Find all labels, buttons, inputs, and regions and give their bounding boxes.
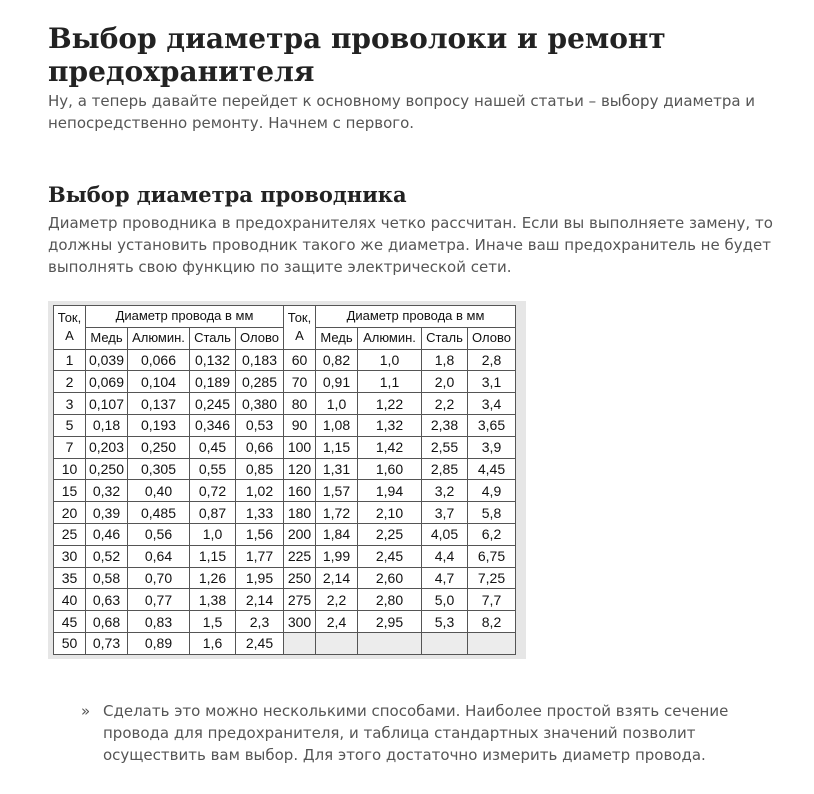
table-cell: 2,80 [358,589,422,611]
table-cell: 0,58 [86,567,128,589]
wire-table-body [54,349,516,654]
table-cell: 5 [54,414,86,436]
table-cell: 2,10 [358,502,422,524]
table-cell: 1,57 [316,480,358,502]
table-cell: 0,380 [236,393,284,415]
table-cell: 200 [284,523,316,545]
table-cell: 2,3 [236,611,284,633]
table-cell: 2 [54,371,86,393]
table-cell: 300 [284,611,316,633]
table-cell: 1,56 [236,523,284,545]
table-cell: 5,0 [422,589,468,611]
table-cell: 0,73 [86,632,128,654]
table-cell [316,632,358,654]
table-cell: 0,346 [190,414,236,436]
table-cell: 2,85 [422,458,468,480]
table-cell: 1,95 [236,567,284,589]
table-cell: 0,77 [128,589,190,611]
table-cell: 3,9 [468,436,516,458]
table-cell: 30 [54,545,86,567]
col-header-copper: Медь [316,327,358,349]
table-cell: 0,66 [236,436,284,458]
table-cell: 0,40 [128,480,190,502]
table-cell: 1,33 [236,502,284,524]
bullet-marker: » [81,702,91,720]
table-cell: 2,14 [316,567,358,589]
table-cell: 4,05 [422,523,468,545]
table-cell: 1,02 [236,480,284,502]
table-cell: 0,250 [128,436,190,458]
table-cell: 1 [54,349,86,371]
table-row [54,567,516,589]
table-cell: 2,60 [358,567,422,589]
table-cell: 1,0 [190,523,236,545]
table-cell: 0,89 [128,632,190,654]
table-cell: 5,8 [468,502,516,524]
table-cell: 1,60 [358,458,422,480]
table-cell: 0,245 [190,393,236,415]
table-cell: 2,25 [358,523,422,545]
table-cell [468,632,516,654]
table-cell: 4,45 [468,458,516,480]
table-cell: 2,14 [236,589,284,611]
table-cell: 7 [54,436,86,458]
table-cell: 4,9 [468,480,516,502]
table-cell: 90 [284,414,316,436]
table-cell: 0,285 [236,371,284,393]
table-cell: 0,069 [86,371,128,393]
table-cell: 10 [54,458,86,480]
col-header-copper: Медь [86,327,128,349]
table-cell: 0,82 [316,349,358,371]
table-cell: 50 [54,632,86,654]
wire-diameter-table [53,305,516,655]
table-cell: 2,45 [236,632,284,654]
table-cell: 1,08 [316,414,358,436]
table-cell: 6,75 [468,545,516,567]
table-cell: 1,1 [358,371,422,393]
table-cell: 0,203 [86,436,128,458]
table-cell: 0,63 [86,589,128,611]
col-header-steel: Сталь [190,327,236,349]
table-cell: 45 [54,611,86,633]
table-cell: 0,18 [86,414,128,436]
table-row [54,502,516,524]
table-cell: 35 [54,567,86,589]
table-row [54,371,516,393]
table-cell: 70 [284,371,316,393]
current-header-left: Ток, А [54,306,86,350]
table-cell: 0,183 [236,349,284,371]
table-cell: 1,94 [358,480,422,502]
table-cell: 180 [284,502,316,524]
bullet-item [48,700,781,766]
table-cell: 2,45 [358,545,422,567]
table-cell: 0,55 [190,458,236,480]
table-row [54,436,516,458]
table-row [54,611,516,633]
table-cell: 7,7 [468,589,516,611]
table-cell: 3,65 [468,414,516,436]
table-cell [284,632,316,654]
table-cell: 1,22 [358,393,422,415]
table-cell: 1,0 [316,393,358,415]
table-cell [358,632,422,654]
table-cell: 1,6 [190,632,236,654]
table-cell: 0,52 [86,545,128,567]
table-cell: 0,193 [128,414,190,436]
col-header-aluminum: Алюмин. [358,327,422,349]
table-cell: 1,38 [190,589,236,611]
table-cell: 80 [284,393,316,415]
table-cell: 0,70 [128,567,190,589]
table-cell: 0,83 [128,611,190,633]
table-cell: 0,46 [86,523,128,545]
table-cell: 1,5 [190,611,236,633]
table-cell: 250 [284,567,316,589]
section-title: Выбор диаметра проводника [48,182,407,207]
col-header-tin: Олово [236,327,284,349]
table-cell: 0,066 [128,349,190,371]
table-cell: 5,3 [422,611,468,633]
table-cell: 1,77 [236,545,284,567]
table-cell: 3 [54,393,86,415]
table-cell: 2,55 [422,436,468,458]
table-row [54,349,516,371]
table-cell: 100 [284,436,316,458]
table-cell: 0,305 [128,458,190,480]
group-header-right: Диаметр провода в мм [316,306,516,328]
table-cell: 3,2 [422,480,468,502]
table-cell: 0,32 [86,480,128,502]
table-row [54,523,516,545]
table-cell: 2,8 [468,349,516,371]
table-cell: 0,45 [190,436,236,458]
section-paragraph: Диаметр проводника в предохранителях четко рассчитан. Если вы выполняете замену, то должны установить проводник такого же диаметра. Иначе ваш предохранитель не будет выполнять свою функцию по защите электрической сети. [48,214,773,276]
table-cell: 0,72 [190,480,236,502]
table-cell: 15 [54,480,86,502]
table-cell: 160 [284,480,316,502]
bullet-text: Сделать это можно несколькими способами. Наиболее простой взять сечение провода для предохранителя, и таблица стандартных значений позволит осуществить вам выбор. Для этого достаточно измерить диаметр провода. [103,702,729,764]
table-cell: 8,2 [468,611,516,633]
table-row [54,414,516,436]
table-cell: 0,189 [190,371,236,393]
table-cell: 20 [54,502,86,524]
table-cell: 0,39 [86,502,128,524]
table-cell: 40 [54,589,86,611]
table-cell: 1,72 [316,502,358,524]
col-header-aluminum: Алюмин. [128,327,190,349]
table-cell: 0,87 [190,502,236,524]
table-cell: 0,56 [128,523,190,545]
table-cell: 1,31 [316,458,358,480]
table-cell: 2,4 [316,611,358,633]
table-cell: 1,0 [358,349,422,371]
table-cell: 1,42 [358,436,422,458]
table-cell: 0,64 [128,545,190,567]
table-row [54,458,516,480]
table-cell: 60 [284,349,316,371]
table-cell: 120 [284,458,316,480]
table-cell: 3,1 [468,371,516,393]
intro-paragraph: Ну, а теперь давайте перейдет к основному вопросу нашей статьи – выбору диаметра и непосредственно ремонту. Начнем с первого. [48,92,756,132]
table-cell: 2,0 [422,371,468,393]
table-cell: 0,85 [236,458,284,480]
table-row [54,632,516,654]
table-row [54,545,516,567]
table-cell: 2,95 [358,611,422,633]
table-cell: 0,485 [128,502,190,524]
table-cell: 3,7 [422,502,468,524]
table-cell: 2,2 [316,589,358,611]
table-cell: 225 [284,545,316,567]
table-cell: 25 [54,523,86,545]
table-cell: 1,84 [316,523,358,545]
col-header-steel: Сталь [422,327,468,349]
table-cell: 1,26 [190,567,236,589]
table-cell: 0,132 [190,349,236,371]
table-cell: 0,104 [128,371,190,393]
table-cell: 0,039 [86,349,128,371]
table-cell: 4,4 [422,545,468,567]
table-row [54,480,516,502]
table-cell: 3,4 [468,393,516,415]
table-cell: 2,38 [422,414,468,436]
table-cell: 1,99 [316,545,358,567]
table-cell: 1,8 [422,349,468,371]
table-cell: 0,250 [86,458,128,480]
table-cell: 1,32 [358,414,422,436]
table-cell: 0,68 [86,611,128,633]
table-cell: 0,53 [236,414,284,436]
table-cell: 6,2 [468,523,516,545]
page-title: Выбор диаметра проволоки и ремонт предохранителя [48,22,666,88]
table-cell: 4,7 [422,567,468,589]
table-cell [422,632,468,654]
col-header-tin: Олово [468,327,516,349]
table-cell: 1,15 [316,436,358,458]
table-cell: 7,25 [468,567,516,589]
table-cell: 0,91 [316,371,358,393]
table-cell: 0,107 [86,393,128,415]
table-row [54,589,516,611]
current-header-right: Ток, А [284,306,316,350]
group-header-left: Диаметр провода в мм [86,306,284,328]
table-cell: 1,15 [190,545,236,567]
table-row [54,393,516,415]
table-cell: 0,137 [128,393,190,415]
table-cell: 2,2 [422,393,468,415]
wire-diameter-table-image [48,301,526,659]
table-cell: 275 [284,589,316,611]
